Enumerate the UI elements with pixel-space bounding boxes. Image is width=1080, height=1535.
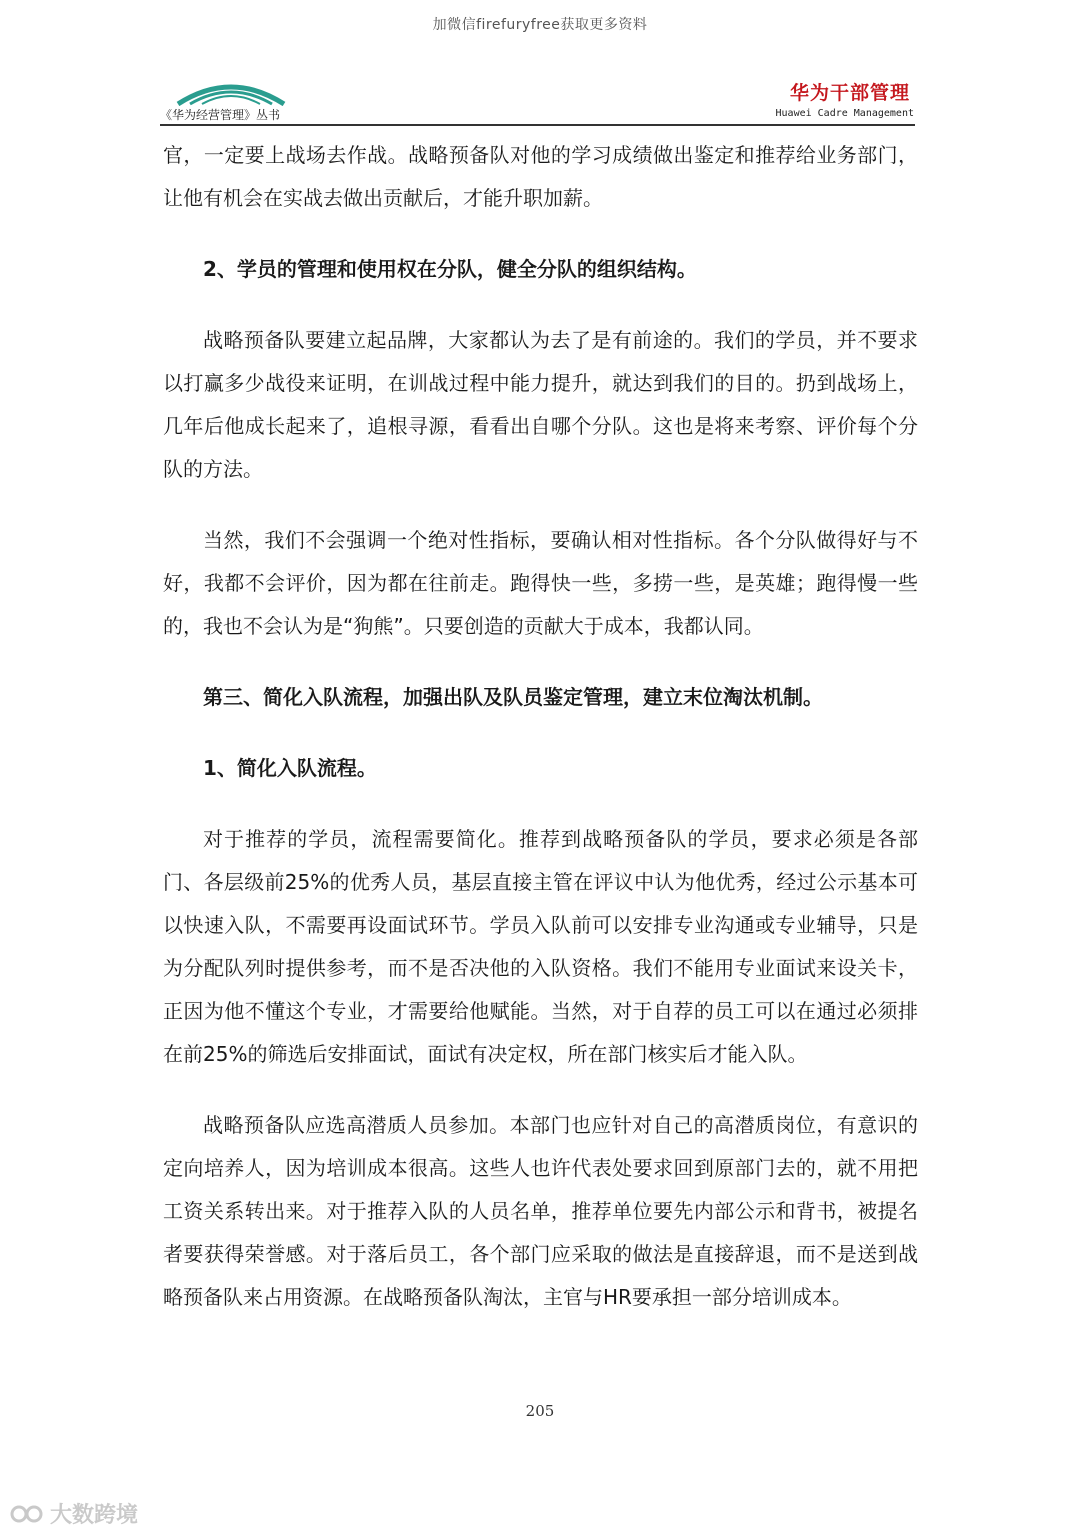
watermark-text: 大数跨境	[50, 1503, 139, 1528]
brand-title: 华为干部管理	[789, 82, 910, 104]
paragraph: 官，一定要上战场去作战。战略预备队对他的学习成绩做出鉴定和推荐给业务部门，让他有机会在实战去做出贡献后，才能升职加薪。	[163, 143, 918, 210]
paragraph: 当然，我们不会强调一个绝对性指标，要确认相对性指标。各个分队做得好与不好，我都不会评价，因为都在往前走。跑得快一些，多捞一些，是英雄；跑得慢一些的，我也不会认为是“狗熊”。只要创造的贡献大于成本，我都认同。	[163, 528, 918, 638]
section-heading: 第三、简化入队流程，加强出队及队员鉴定管理，建立末位淘汰机制。	[203, 685, 823, 709]
brand-subtitle: Huawei Cadre Management	[775, 108, 914, 119]
page-number: 205	[525, 1402, 555, 1420]
page-body	[163, 134, 918, 1319]
series-logo-icon	[176, 76, 286, 106]
section-heading: 2、学员的管理和使用权在分队，健全分队的组织结构。	[203, 257, 697, 281]
top-note: 加微信firefuryfree获取更多资料	[432, 17, 648, 33]
paragraph: 对于推荐的学员，流程需要简化。推荐到战略预备队的学员，要求必须是各部门、各层级前25%的优秀人员，基层直接主管在评议中认为他优秀，经过公示基本可以快速入队，不需要再设面试环节。学员入队前可以安排专业沟通或专业辅导，只是为分配队列时提供参考，而不是否决他的入队资格。我们不能用专业面试来设关卡，正因为他不懂这个专业，才需要给他赋能。当然，对于自荐的员工可以在通过必须排在前25%的筛选后安排面试，面试有决定权，所在部门核实后才能入队。	[163, 827, 918, 1066]
watermark-logo-icon	[10, 1503, 44, 1525]
paragraph: 战略预备队要建立起品牌，大家都认为去了是有前途的。我们的学员，并不要求以打赢多少战役来证明，在训战过程中能力提升，就达到我们的目的。扔到战场上，几年后他成长起来了，追根寻源，看看出自哪个分队。这也是将来考察、评价每个分队的方法。	[163, 328, 918, 481]
watermark	[10, 1498, 138, 1529]
series-title: 《华为经营管理》丛书	[160, 108, 281, 122]
paragraph: 战略预备队应选高潜质人员参加。本部门也应针对自己的高潜质岗位，有意识的定向培养人，因为培训成本很高。这些人也许代表处要求回到原部门去的，就不用把工资关系转出来。对于推荐入队的人员名单，推荐单位要先内部公示和背书，被提名者要获得荣誉感。对于落后员工，各个部门应采取的做法是直接辞退，而不是送到战略预备队来占用资源。在战略预备队淘汰，主官与HR要承担一部分培训成本。	[163, 1113, 918, 1309]
section-heading: 1、简化入队流程。	[203, 756, 377, 780]
header-divider	[160, 124, 915, 126]
